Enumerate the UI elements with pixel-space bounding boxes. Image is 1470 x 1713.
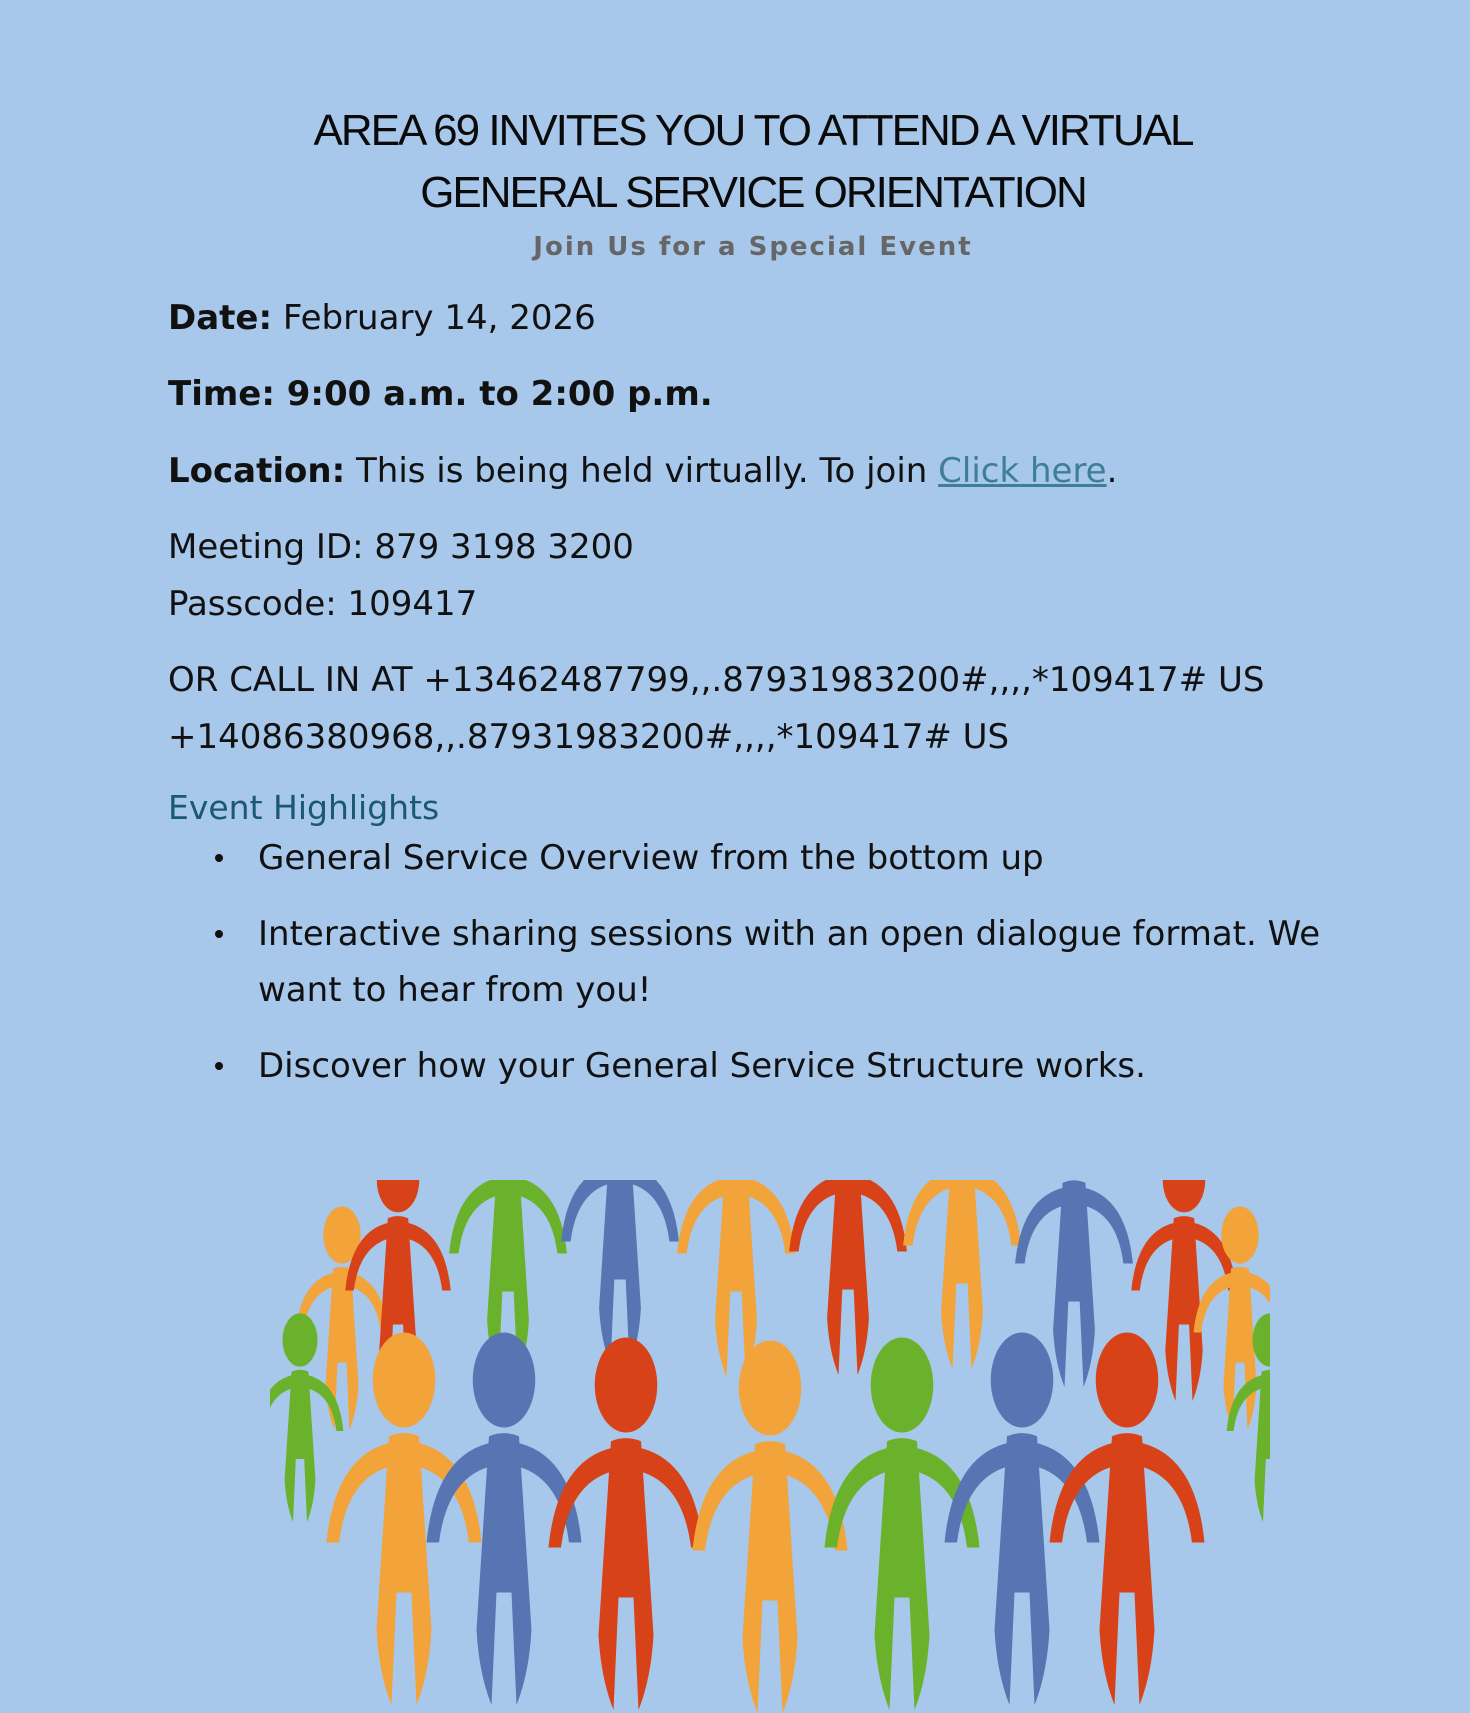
highlight-text: Interactive sharing sessions with an open dialogue format. We want to hear from you! (258, 914, 1321, 1010)
date-label: Date: (168, 298, 273, 338)
list-item (168, 1038, 1348, 1094)
bullet-icon (215, 854, 223, 862)
title-line-2: GENERAL SERVICE ORIENTATION (420, 168, 1086, 217)
highlights-list (168, 830, 1348, 1114)
join-link[interactable]: Click here (938, 451, 1107, 491)
figure-blue (561, 1180, 679, 1365)
people-circle-illustration (270, 1180, 1270, 1713)
highlights-heading: Event Highlights (168, 788, 440, 827)
page-title (168, 100, 1338, 224)
figure-red (1050, 1333, 1205, 1706)
list-item (168, 906, 1348, 1018)
date-line (168, 290, 596, 347)
meeting-id: Meeting ID: 879 3198 3200 (168, 527, 634, 567)
call-in-line-2: +14086380968,,.87931983200#,,,,*109417# US (168, 717, 1010, 757)
time-line (168, 366, 713, 423)
time-text: Time: 9:00 a.m. to 2:00 p.m. (168, 374, 713, 414)
highlight-text: Discover how your General Service Structure works. (258, 1046, 1146, 1086)
location-line (168, 443, 1117, 500)
highlight-text: General Service Overview from the bottom up (258, 838, 1044, 878)
bullet-icon (215, 930, 223, 938)
date-value: February 14, 2026 (272, 298, 596, 338)
location-end: . (1106, 451, 1118, 491)
list-item (168, 830, 1348, 886)
location-text: This is being held virtually. To join (345, 451, 939, 491)
figure-orange (693, 1341, 848, 1713)
location-label: Location: (168, 451, 346, 491)
title-line-1: AREA 69 INVITES YOU TO ATTEND A VIRTUAL (313, 106, 1193, 155)
figure-orange (903, 1180, 1021, 1369)
call-in-line-1: OR CALL IN AT +13462487799,,.87931983200#,,,,*109417# US (168, 660, 1265, 700)
bullet-icon (215, 1062, 223, 1070)
passcode: Passcode: 109417 (168, 584, 478, 624)
subtitle: Join Us for a Special Event (533, 232, 973, 262)
